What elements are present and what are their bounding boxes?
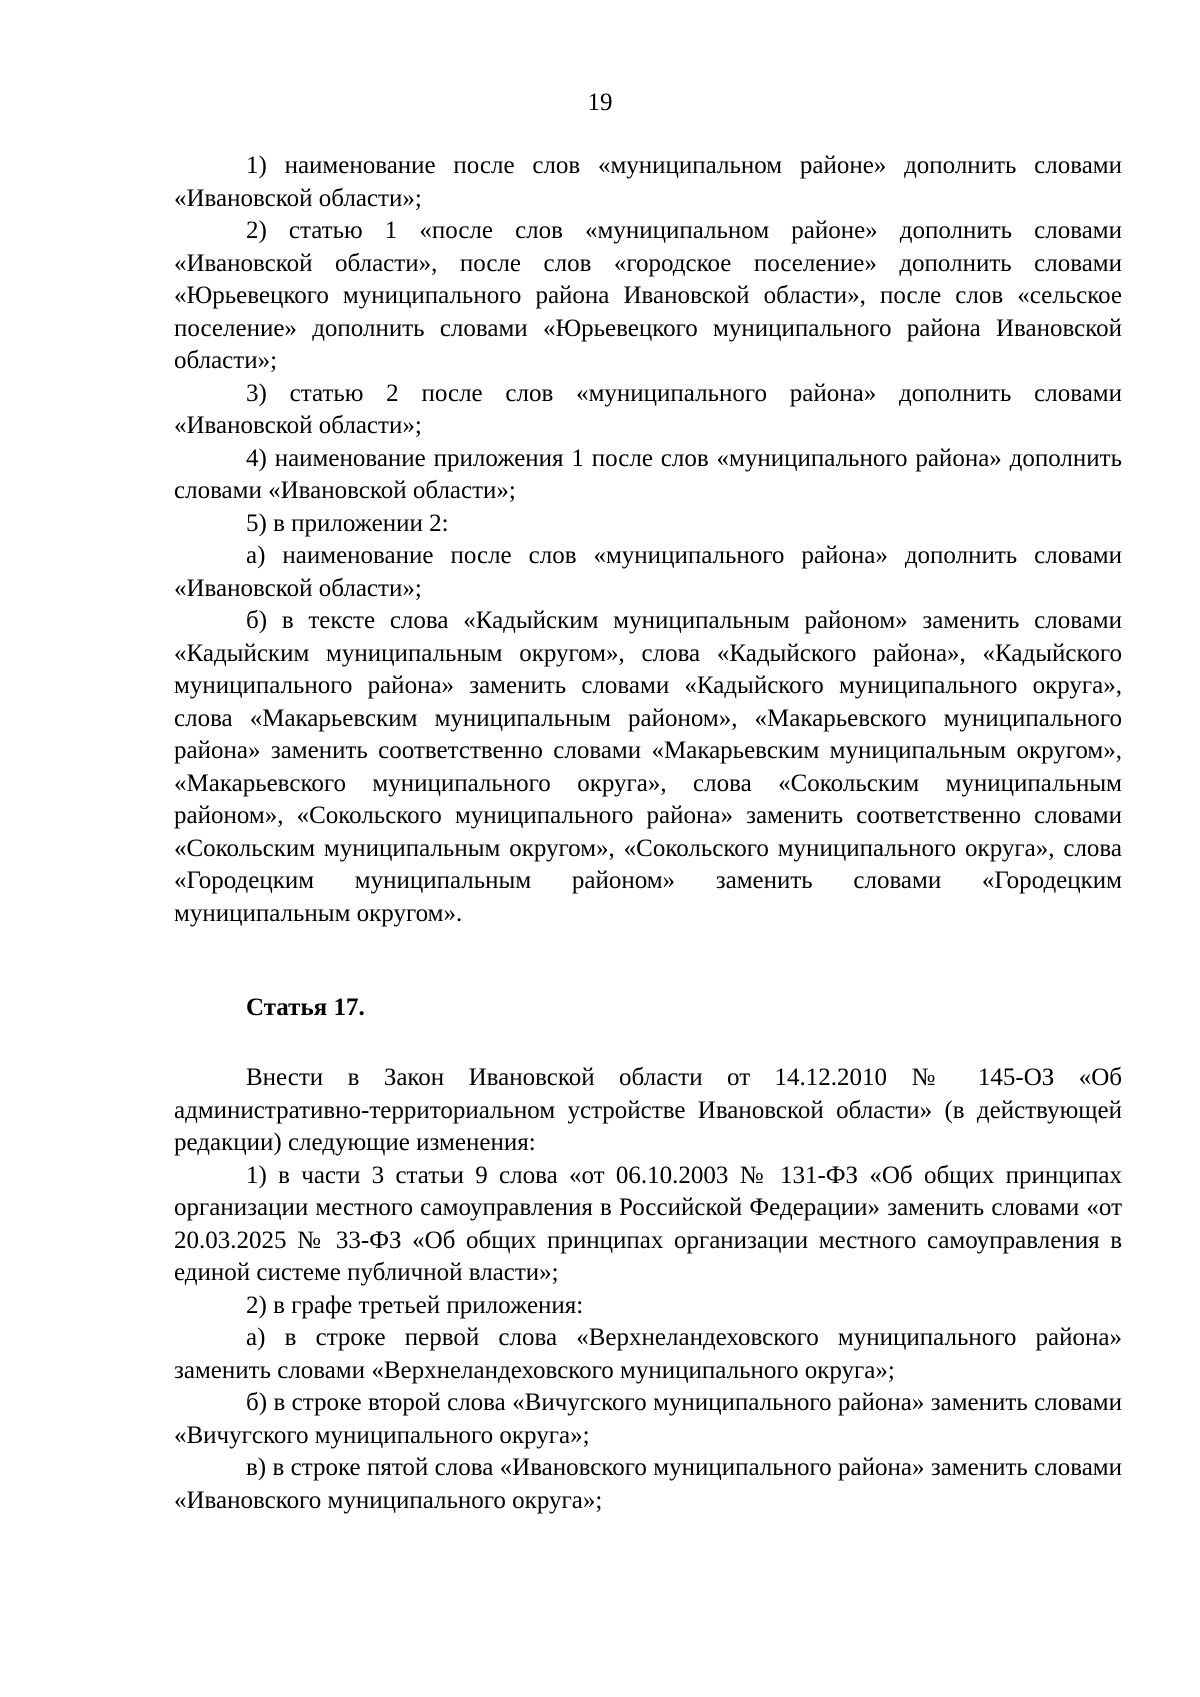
paragraph: а) в строке первой слова «Верхнеландеховского муниципального района» заменить словами «Верхнеландеховского муниципального округа»; xyxy=(174,1324,1122,1384)
paragraph: 2) статью 1 «после слов «муниципальном районе» дополнить словами «Ивановской области», после слов «городское поселение» дополнить словами «Юрьевецкого муниципального района Ивановской области», после слов «сельское поселение» дополнить словами «Юрьевецкого муниципального района Ивановской области»; xyxy=(174,217,1122,374)
paragraph: 2) в графе третьей приложения: xyxy=(246,1291,584,1319)
paragraph: Внести в Закон Ивановской области от 14.12.2010 № 145-ОЗ «Об административно-территориальном устройстве Ивановской области» (в действующей редакции) следующие изменения: xyxy=(174,1064,1122,1156)
amendments-list-top xyxy=(174,150,1122,930)
paragraph: б) в строке второй слова «Вичугского муниципального района» заменить словами «Вичугского муниципального округа»; xyxy=(174,1389,1122,1449)
paragraph: 3) статью 2 после слов «муниципального района» дополнить словами «Ивановской области»; xyxy=(174,379,1122,439)
paragraph: 4) наименование приложения 1 после слов «муниципального района» дополнить словами «Ивановской области»; xyxy=(174,444,1122,504)
paragraph: в) в строке пятой слова «Ивановского муниципального района» заменить словами «Ивановского муниципального округа»; xyxy=(174,1454,1122,1514)
article-heading: Статья 17. xyxy=(246,994,365,1021)
paragraph: 5) в приложении 2: xyxy=(246,509,449,537)
article-17-body xyxy=(174,1062,1122,1517)
paragraph: 1) наименование после слов «муниципальном районе» дополнить словами «Ивановской области»; xyxy=(174,152,1122,212)
paragraph: а) наименование после слов «муниципального района» дополнить словами «Ивановской области»; xyxy=(174,542,1122,602)
paragraph: 1) в части 3 статьи 9 слова «от 06.10.2003 № 131-ФЗ «Об общих принципах организации местного самоуправления в Российской Федерации» заменить словами «от 20.03.2025 № 33-ФЗ «Об общих принципах организации местного самоуправления в единой системе публичной власти»; xyxy=(174,1161,1122,1286)
paragraph: б) в тексте слова «Кадыйским муниципальным районом» заменить словами «Кадыйским муниципальным округом», слова «Кадыйского района», «Кадыйского муниципального района» заменить словами «Кадыйского муниципального округа», слова «Макарьевским муниципальным районом», «Макарьевского муниципального района» заменить соответственно словами «Макарьевским муниципальным округом», «Макарьевского муниципального округа», слова «Сокольским муниципальным районом», «Сокольского муниципального района» заменить соответственно словами «Сокольским муниципальным округом», «Сокольского муниципального округа», слова «Городецким муниципальным районом» заменить словами «Городецким муниципальным округом». xyxy=(174,607,1122,927)
page-number: 19 xyxy=(587,89,613,116)
